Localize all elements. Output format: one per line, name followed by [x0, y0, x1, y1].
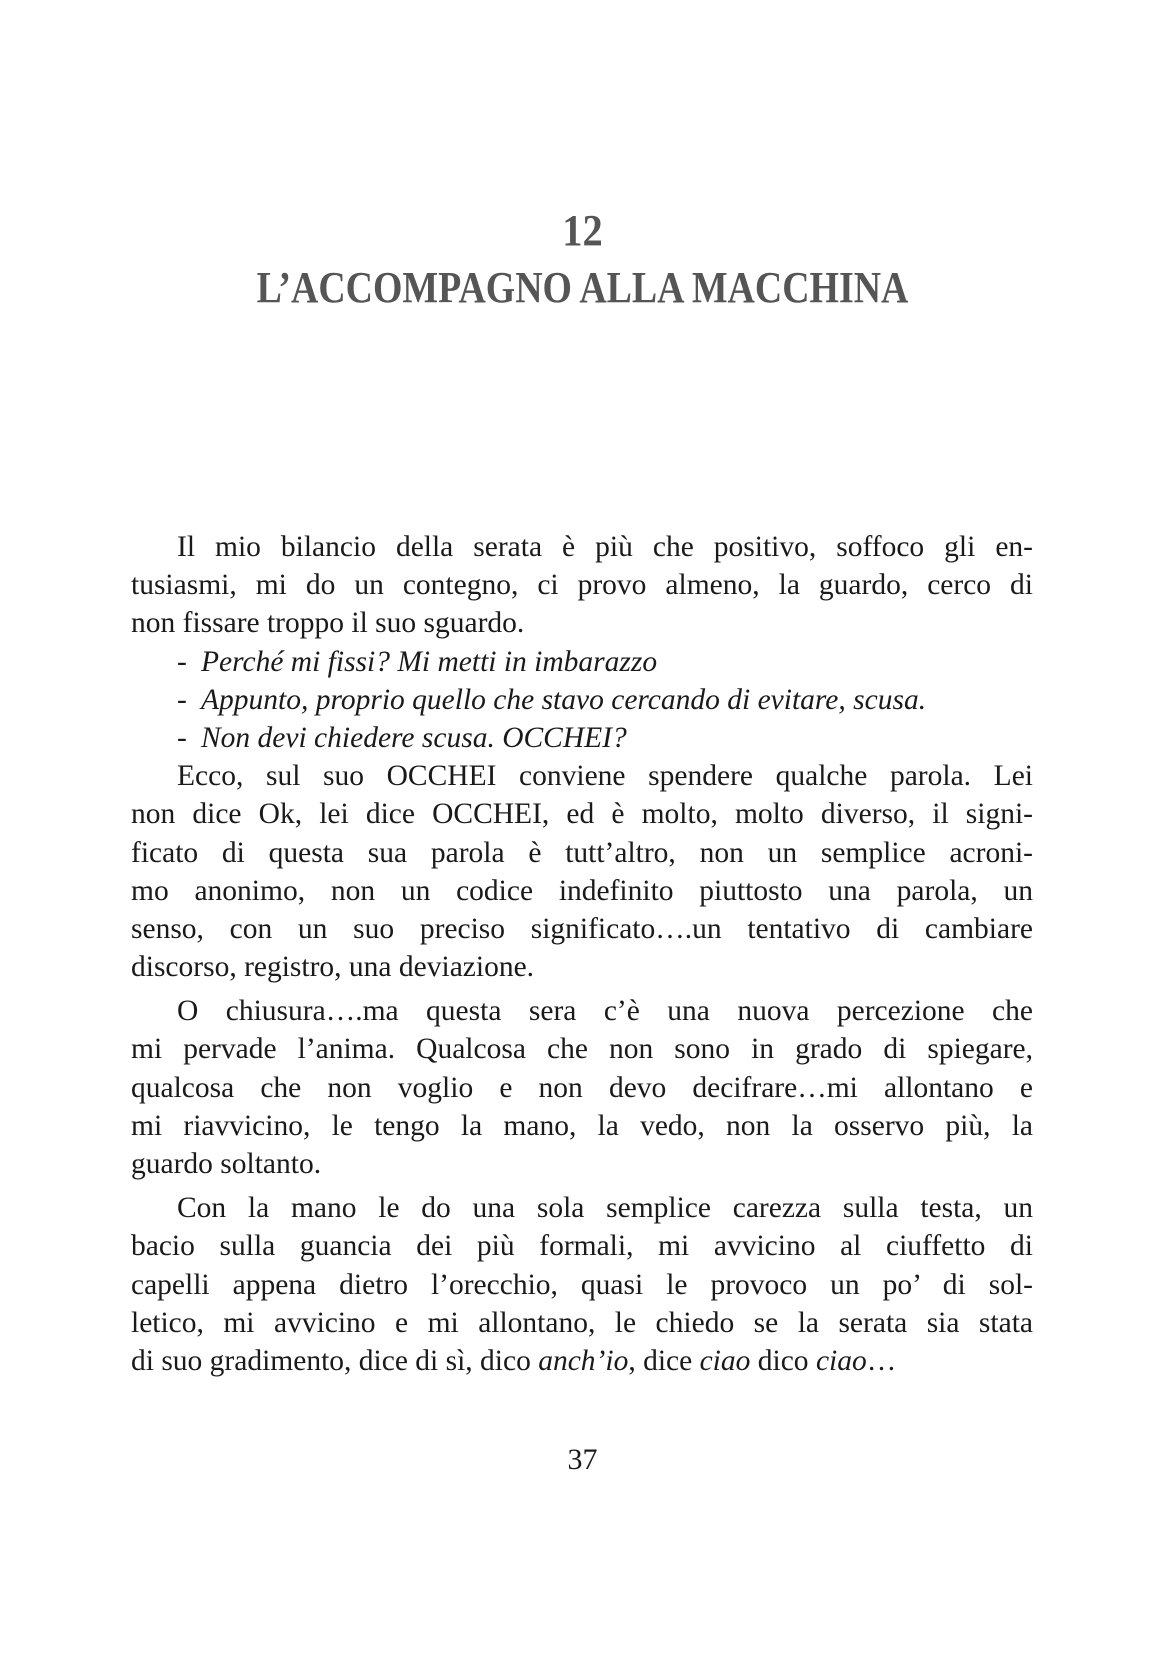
page-number: 37 [567, 1443, 598, 1476]
dialogue-dash: - [177, 721, 187, 754]
text-run: di suo gradimento, dice di sì, dico [131, 1344, 539, 1377]
italic-word: ciao [699, 1344, 751, 1377]
text-line: letico, mi avvicino e mi allontano, le chiedo se la serata sia stata [131, 1306, 1033, 1339]
text-line: O chiusura….ma questa sera c’è una nuova percezione che [177, 995, 1033, 1028]
chapter-title: L’ACCOMPAGNO ALLA MACCHINA [256, 263, 909, 312]
text-line: non dice Ok, lei dice OCCHEI, ed è molto, molto diverso, il signi- [131, 798, 1033, 831]
paragraph-2 [131, 757, 1033, 986]
text-line: Con la mano le do una sola semplice carezza sulla testa, un [177, 1192, 1033, 1225]
text-line: ficato di questa sua parola è tutt’altro, non un semplice acroni- [131, 836, 1033, 869]
dialogue-text: Appunto, proprio quello che stavo cercando di evitare, scusa. [201, 683, 927, 716]
italic-word: anch’io [538, 1344, 629, 1377]
text-run: dico [750, 1344, 816, 1377]
dialogue-line [131, 681, 1033, 719]
paragraph-1 [131, 528, 1033, 643]
text-line: qualcosa che non voglio e non devo decifrare…mi allontano e [131, 1071, 1033, 1104]
text-line: Il mio bilancio della serata è più che positivo, soffoco gli en- [177, 531, 1033, 563]
paragraph-4 [131, 1189, 1033, 1380]
dialogue-line [131, 643, 1033, 681]
dialogue-dash: - [177, 645, 187, 678]
text-line: capelli appena dietro l’orecchio, quasi le provoco un po’ di sol- [131, 1268, 1033, 1301]
text-line: Ecco, sul suo OCCHEI conviene spendere qualche parola. Lei [177, 760, 1033, 793]
dialogue-line [131, 719, 1033, 757]
text-line: mi pervade l’anima. Qualcosa che non sono in grado di spiegare, [131, 1033, 1033, 1066]
text-line: mi riavvicino, le tengo la mano, la vedo, non la osservo più, la [131, 1109, 1033, 1142]
text-line: bacio sulla guancia dei più formali, mi avvicino al ciuffetto di [131, 1230, 1033, 1263]
chapter-number: 12 [562, 206, 603, 255]
text-line [131, 1342, 1033, 1380]
text-line: discorso, registro, una deviazione. [131, 951, 535, 984]
text-run: … [866, 1344, 897, 1377]
text-line: tusiasmi, mi do un contegno, ci provo almeno, la guardo, cerco di [131, 569, 1033, 602]
dialogue-text: Non devi chiedere scusa. OCCHEI? [201, 721, 627, 754]
text-run: , dice [628, 1344, 700, 1377]
text-line: non fissare troppo il suo sguardo. [131, 607, 525, 640]
body-text [131, 528, 1033, 1380]
text-line: guardo soltanto. [131, 1148, 322, 1180]
text-line: mo anonimo, non un codice indefinito piuttosto una parola, un [131, 874, 1033, 907]
text-line: senso, con un suo preciso significato….un tentativo di cambiare [131, 912, 1033, 945]
italic-word: ciao [815, 1344, 867, 1377]
paragraph-3 [131, 992, 1033, 1183]
dialogue-dash: - [177, 683, 187, 716]
dialogue-block [131, 643, 1033, 758]
dialogue-text: Perché mi fissi? Mi metti in imbarazzo [201, 645, 658, 678]
